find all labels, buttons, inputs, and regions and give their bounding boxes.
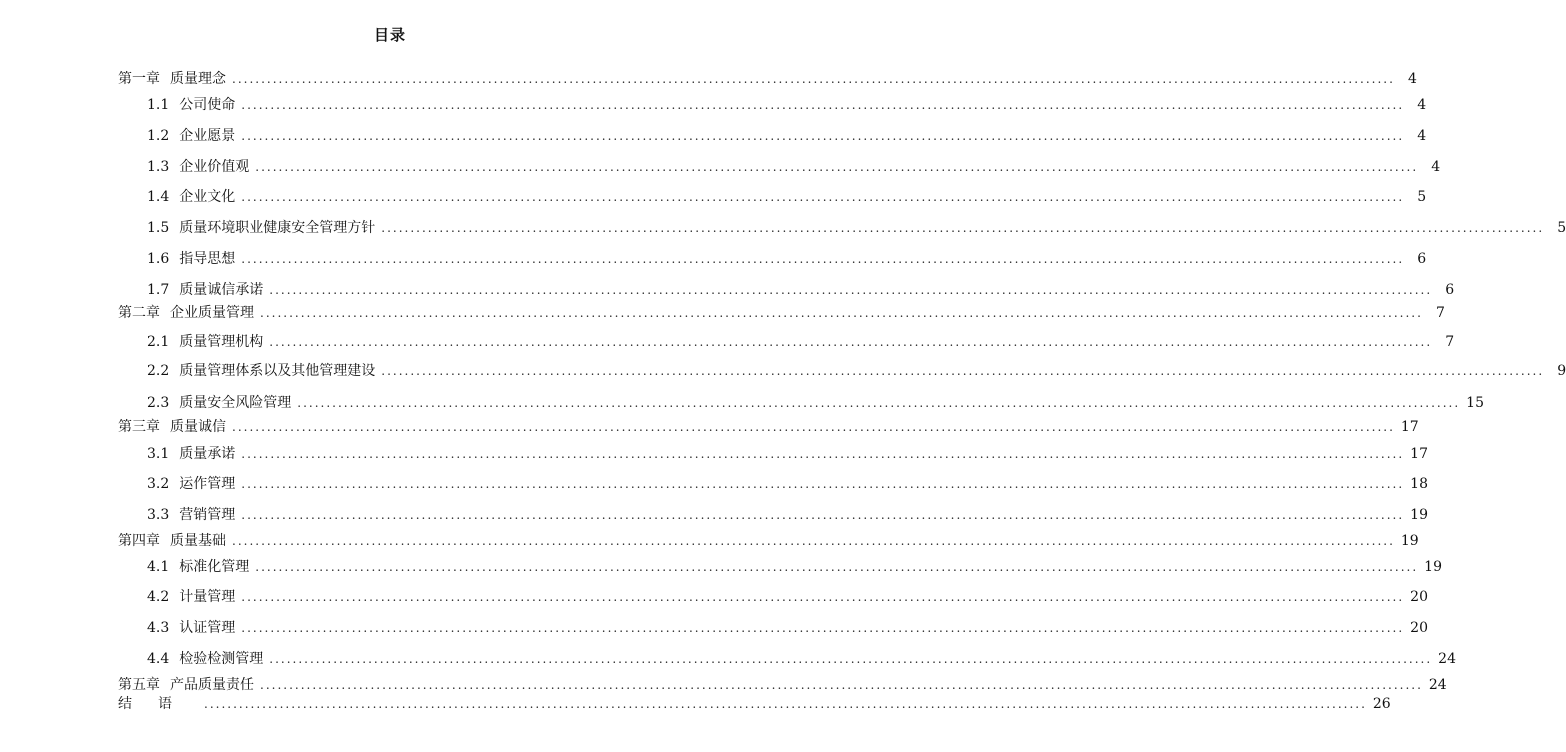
toc-dot-leader: ........................................................................................................................................................................................................ [241, 590, 1405, 604]
toc-section-entry[interactable] [147, 217, 1566, 239]
toc-entry-number: 4.1 [147, 559, 170, 575]
toc-entry-label: 认证管理 [179, 620, 236, 636]
toc-entry-number: 3.1 [147, 446, 170, 462]
toc-dot-leader: ........................................................................................................................................................................................................ [260, 306, 1423, 320]
toc-page-number: 24 [1438, 651, 1456, 667]
toc-page-number: 20 [1410, 589, 1428, 605]
toc-chapter-entry[interactable] [118, 416, 1419, 438]
toc-dot-leader: ........................................................................................................................................................................................................ [241, 190, 1405, 204]
toc-entry-number: 第三章 [118, 419, 160, 435]
toc-section-entry[interactable] [147, 360, 1566, 382]
toc-entry-number: 1.7 [147, 282, 170, 298]
toc-dot-leader: ........................................................................................................................................................................................................ [241, 508, 1405, 522]
toc-entry-label: 企业文化 [179, 189, 236, 205]
toc-page-number: 5 [1417, 189, 1427, 205]
toc-page-number: 18 [1410, 476, 1428, 492]
toc-entry-label: 计量管理 [179, 589, 236, 605]
toc-section-entry[interactable] [147, 125, 1427, 147]
toc-entry-label: 质量基础 [170, 533, 226, 549]
toc-chapter-entry[interactable] [118, 68, 1417, 90]
toc-entry-label: 质量诚信 [170, 419, 226, 435]
toc-entry-label: 质量管理机构 [179, 334, 264, 350]
toc-entry-label: 质量理念 [170, 71, 226, 87]
toc-page-number: 4 [1417, 97, 1427, 113]
toc-dot-leader: ........................................................................................................................................................................................................ [381, 221, 1545, 235]
toc-section-entry[interactable] [147, 279, 1455, 301]
toc-entry-label: 质量环境职业健康安全管理方针 [179, 220, 376, 236]
toc-entry-label: 企业愿景 [179, 128, 236, 144]
toc-dot-leader: ........................................................................................................................................................................................................ [204, 697, 1367, 711]
toc-entry-label: 质量管理体系以及其他管理建设 [179, 363, 376, 379]
toc-entry-label: 质量诚信承诺 [179, 282, 264, 298]
toc-entry-label: 营销管理 [179, 507, 236, 523]
toc-entry-number: 1.2 [147, 128, 170, 144]
toc-section-entry[interactable] [147, 617, 1428, 639]
toc-entry-number: 第四章 [118, 533, 160, 549]
toc-dot-leader: ........................................................................................................................................................................................................ [255, 560, 1419, 574]
toc-page-number: 9 [1557, 363, 1566, 379]
toc-dot-leader: ........................................................................................................................................................................................................ [232, 420, 1395, 434]
toc-page-number: 19 [1400, 533, 1419, 549]
toc-page-number: 15 [1466, 395, 1484, 411]
toc-section-entry[interactable] [147, 331, 1455, 353]
toc-entry-number: 2.3 [147, 395, 170, 411]
toc-section-entry[interactable] [147, 248, 1427, 270]
toc-entry-number: 第一章 [118, 71, 160, 87]
toc-entry-number: 3.2 [147, 476, 170, 492]
toc-page-number: 6 [1445, 282, 1455, 298]
toc-dot-leader: ........................................................................................................................................................................................................ [381, 364, 1545, 378]
toc-dot-leader: ........................................................................................................................................................................................................ [241, 621, 1405, 635]
toc-section-entry[interactable] [147, 648, 1456, 670]
toc-section-entry[interactable] [147, 392, 1484, 414]
toc-page-number: 6 [1417, 251, 1427, 267]
toc-chapter-entry[interactable] [118, 693, 1391, 715]
toc-page-number: 4 [1431, 159, 1441, 175]
toc-entry-label: 质量承诺 [179, 446, 236, 462]
toc-entry-label: 企业价值观 [179, 159, 250, 175]
toc-entry-number: 第二章 [118, 305, 160, 321]
toc-page-number: 20 [1410, 620, 1428, 636]
toc-entry-label: 标准化管理 [179, 559, 250, 575]
toc-entry-number: 1.5 [147, 220, 170, 236]
toc-dot-leader: ........................................................................................................................................................................................................ [297, 396, 1461, 410]
toc-section-entry[interactable] [147, 473, 1428, 495]
toc-page-number: 4 [1417, 128, 1427, 144]
toc-entry-label: 产品质量责任 [170, 677, 254, 693]
toc-section-entry[interactable] [147, 443, 1428, 465]
toc-entry-number: 2.1 [147, 334, 170, 350]
toc-entry-number: 1.6 [147, 251, 170, 267]
toc-dot-leader: ........................................................................................................................................................................................................ [269, 283, 1433, 297]
toc-page-number: 7 [1445, 334, 1455, 350]
toc-page-number: 19 [1424, 559, 1442, 575]
toc-dot-leader: ........................................................................................................................................................................................................ [241, 129, 1405, 143]
toc-entry-number: 3.3 [147, 507, 170, 523]
toc-dot-leader: ........................................................................................................................................................................................................ [269, 652, 1433, 666]
toc-entry-number: 1.4 [147, 189, 170, 205]
toc-entry-label: 指导思想 [179, 251, 236, 267]
toc-page-number: 26 [1372, 696, 1391, 712]
toc-entry-label: 运作管理 [179, 476, 236, 492]
toc-entry-number: 第五章 [118, 677, 160, 693]
toc-dot-leader: ........................................................................................................................................................................................................ [255, 160, 1419, 174]
toc-dot-leader: ........................................................................................................................................................................................................ [241, 98, 1405, 112]
toc-dot-leader: ........................................................................................................................................................................................................ [232, 72, 1395, 86]
toc-chapter-entry[interactable] [118, 302, 1445, 324]
toc-entry-number: 4.3 [147, 620, 170, 636]
toc-title: 目录 [373, 26, 406, 44]
toc-dot-leader: ........................................................................................................................................................................................................ [269, 335, 1433, 349]
toc-page-number: 5 [1557, 220, 1566, 236]
toc-entry-number: 2.2 [147, 363, 170, 379]
toc-entry-label: 质量安全风险管理 [179, 395, 292, 411]
toc-dot-leader: ........................................................................................................................................................................................................ [241, 477, 1405, 491]
toc-page-number: 19 [1410, 507, 1428, 523]
toc-entry-label: 公司使命 [179, 97, 236, 113]
toc-chapter-entry[interactable] [118, 530, 1419, 552]
toc-dot-leader: ........................................................................................................................................................................................................ [260, 678, 1423, 692]
toc-section-entry[interactable] [147, 586, 1428, 608]
toc-section-entry[interactable] [147, 186, 1427, 208]
toc-entry-number: 4.2 [147, 589, 170, 605]
toc-page-number: 17 [1410, 446, 1428, 462]
toc-page-number: 4 [1407, 71, 1417, 87]
toc-entry-number: 1.3 [147, 159, 170, 175]
toc-page-number: 7 [1435, 305, 1445, 321]
toc-section-entry[interactable] [147, 156, 1441, 178]
toc-entry-label: 结语 [118, 696, 198, 712]
toc-section-entry[interactable] [147, 94, 1427, 116]
toc-dot-leader: ........................................................................................................................................................................................................ [232, 534, 1395, 548]
toc-page-number: 17 [1400, 419, 1419, 435]
toc-entry-number: 1.1 [147, 97, 170, 113]
toc-dot-leader: ........................................................................................................................................................................................................ [241, 447, 1405, 461]
toc-dot-leader: ........................................................................................................................................................................................................ [241, 252, 1405, 266]
toc-section-entry[interactable] [147, 504, 1428, 526]
toc-page-number: 24 [1428, 677, 1447, 693]
toc-entry-label: 检验检测管理 [179, 651, 264, 667]
toc-section-entry[interactable] [147, 556, 1442, 578]
toc-entry-label: 企业质量管理 [170, 305, 254, 321]
toc-entry-number: 4.4 [147, 651, 170, 667]
